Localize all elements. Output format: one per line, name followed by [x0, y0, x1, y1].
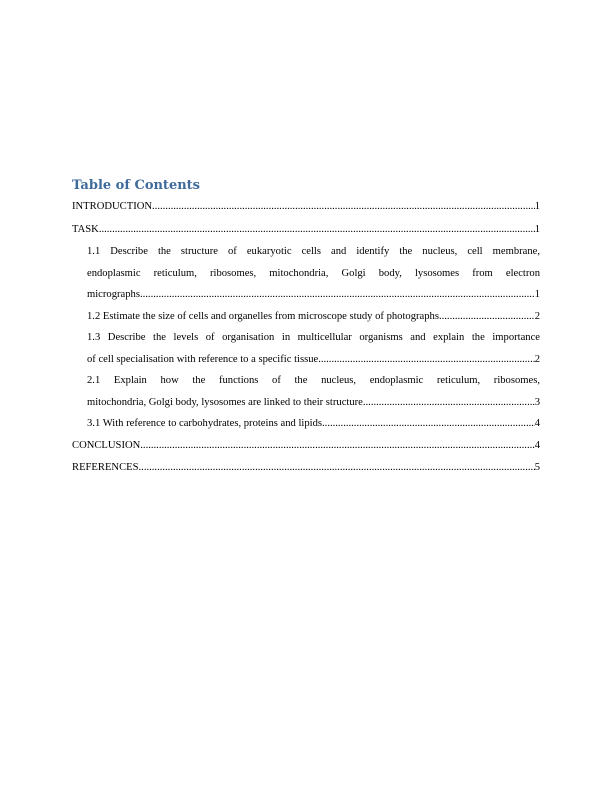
- toc-entry-label-line-2: mitochondria, Golgi body, lysosomes are linked to their structure: [87, 396, 363, 408]
- toc-entry-label: 3.1 With reference to carbohydrates, proteins and lipids: [87, 418, 323, 429]
- toc-entry-1-3[interactable]: [72, 327, 540, 370]
- toc-entry-label-line-1: 2.1 Explain how the functions of the nucleus, endoplasmic reticulum, ribosomes,: [87, 375, 540, 386]
- toc-entry-label-line-2: endoplasmic reticulum, ribosomes, mitochondria, Golgi body, lysosomes from electron: [87, 267, 540, 279]
- toc-entry-line: [87, 306, 540, 328]
- dot-leader: [152, 196, 535, 219]
- dot-leader: [140, 435, 534, 458]
- toc-entry-label: CONCLUSION: [72, 439, 141, 451]
- toc-page-number: 1: [534, 201, 540, 212]
- toc-entry-label: REFERENCES: [72, 462, 139, 473]
- toc-page-number: 3: [534, 396, 540, 408]
- toc-entry-1-2[interactable]: [72, 306, 540, 328]
- toc-entry-3-1[interactable]: [72, 413, 540, 435]
- toc-page-number: 2: [534, 310, 540, 322]
- toc-entry-task[interactable]: [72, 219, 540, 242]
- dot-leader: [139, 457, 535, 480]
- toc-entry-line: [87, 392, 540, 414]
- toc-entry-label: 1.2 Estimate the size of cells and organelles from microscope study of photographs: [87, 310, 439, 322]
- toc-entry-1-1[interactable]: [72, 241, 540, 306]
- dot-leader: [363, 392, 535, 414]
- toc-entry-2-1[interactable]: [72, 370, 540, 413]
- toc-entry-label: TASK: [72, 223, 99, 235]
- toc-entry-line: [87, 349, 540, 371]
- dot-leader: [439, 306, 535, 328]
- toc-page-number: 1: [534, 223, 540, 235]
- dot-leader: [99, 219, 535, 242]
- toc-heading: Table of Contents: [72, 178, 200, 193]
- toc-page-number: 4: [534, 439, 540, 451]
- table-of-contents: [72, 176, 540, 480]
- toc-entry-line: [72, 196, 540, 219]
- toc-entry-line: [72, 457, 540, 480]
- dot-leader: [318, 349, 535, 371]
- toc-entry-label-line-1: 1.3 Describe the levels of organisation in multicellular organisms and explain the importance: [87, 332, 540, 343]
- toc-entry-label: INTRODUCTION: [72, 201, 153, 212]
- toc-entry-references[interactable]: [72, 457, 540, 480]
- toc-entry-conclusion[interactable]: [72, 435, 540, 458]
- toc-page-number: 2: [534, 353, 540, 365]
- toc-entry-introduction[interactable]: [72, 196, 540, 219]
- toc-entry-line: [87, 413, 540, 435]
- toc-entry-label-line-3: micrographs: [87, 289, 140, 300]
- toc-entry-line: [72, 435, 540, 458]
- toc-entry-label-line-1: 1.1 Describe the structure of eukaryotic cells and identify the nucleus, cell membrane,: [87, 246, 540, 257]
- dot-leader: [140, 284, 535, 306]
- toc-entry-label-line-2: of cell specialisation with reference to a specific tissue: [87, 353, 319, 365]
- toc-page-number: 5: [534, 462, 540, 473]
- dot-leader: [322, 413, 535, 435]
- toc-entry-line: [87, 284, 540, 306]
- toc-page-number: 4: [534, 418, 540, 429]
- toc-entry-line: [72, 219, 540, 242]
- toc-page-number: 1: [534, 289, 540, 300]
